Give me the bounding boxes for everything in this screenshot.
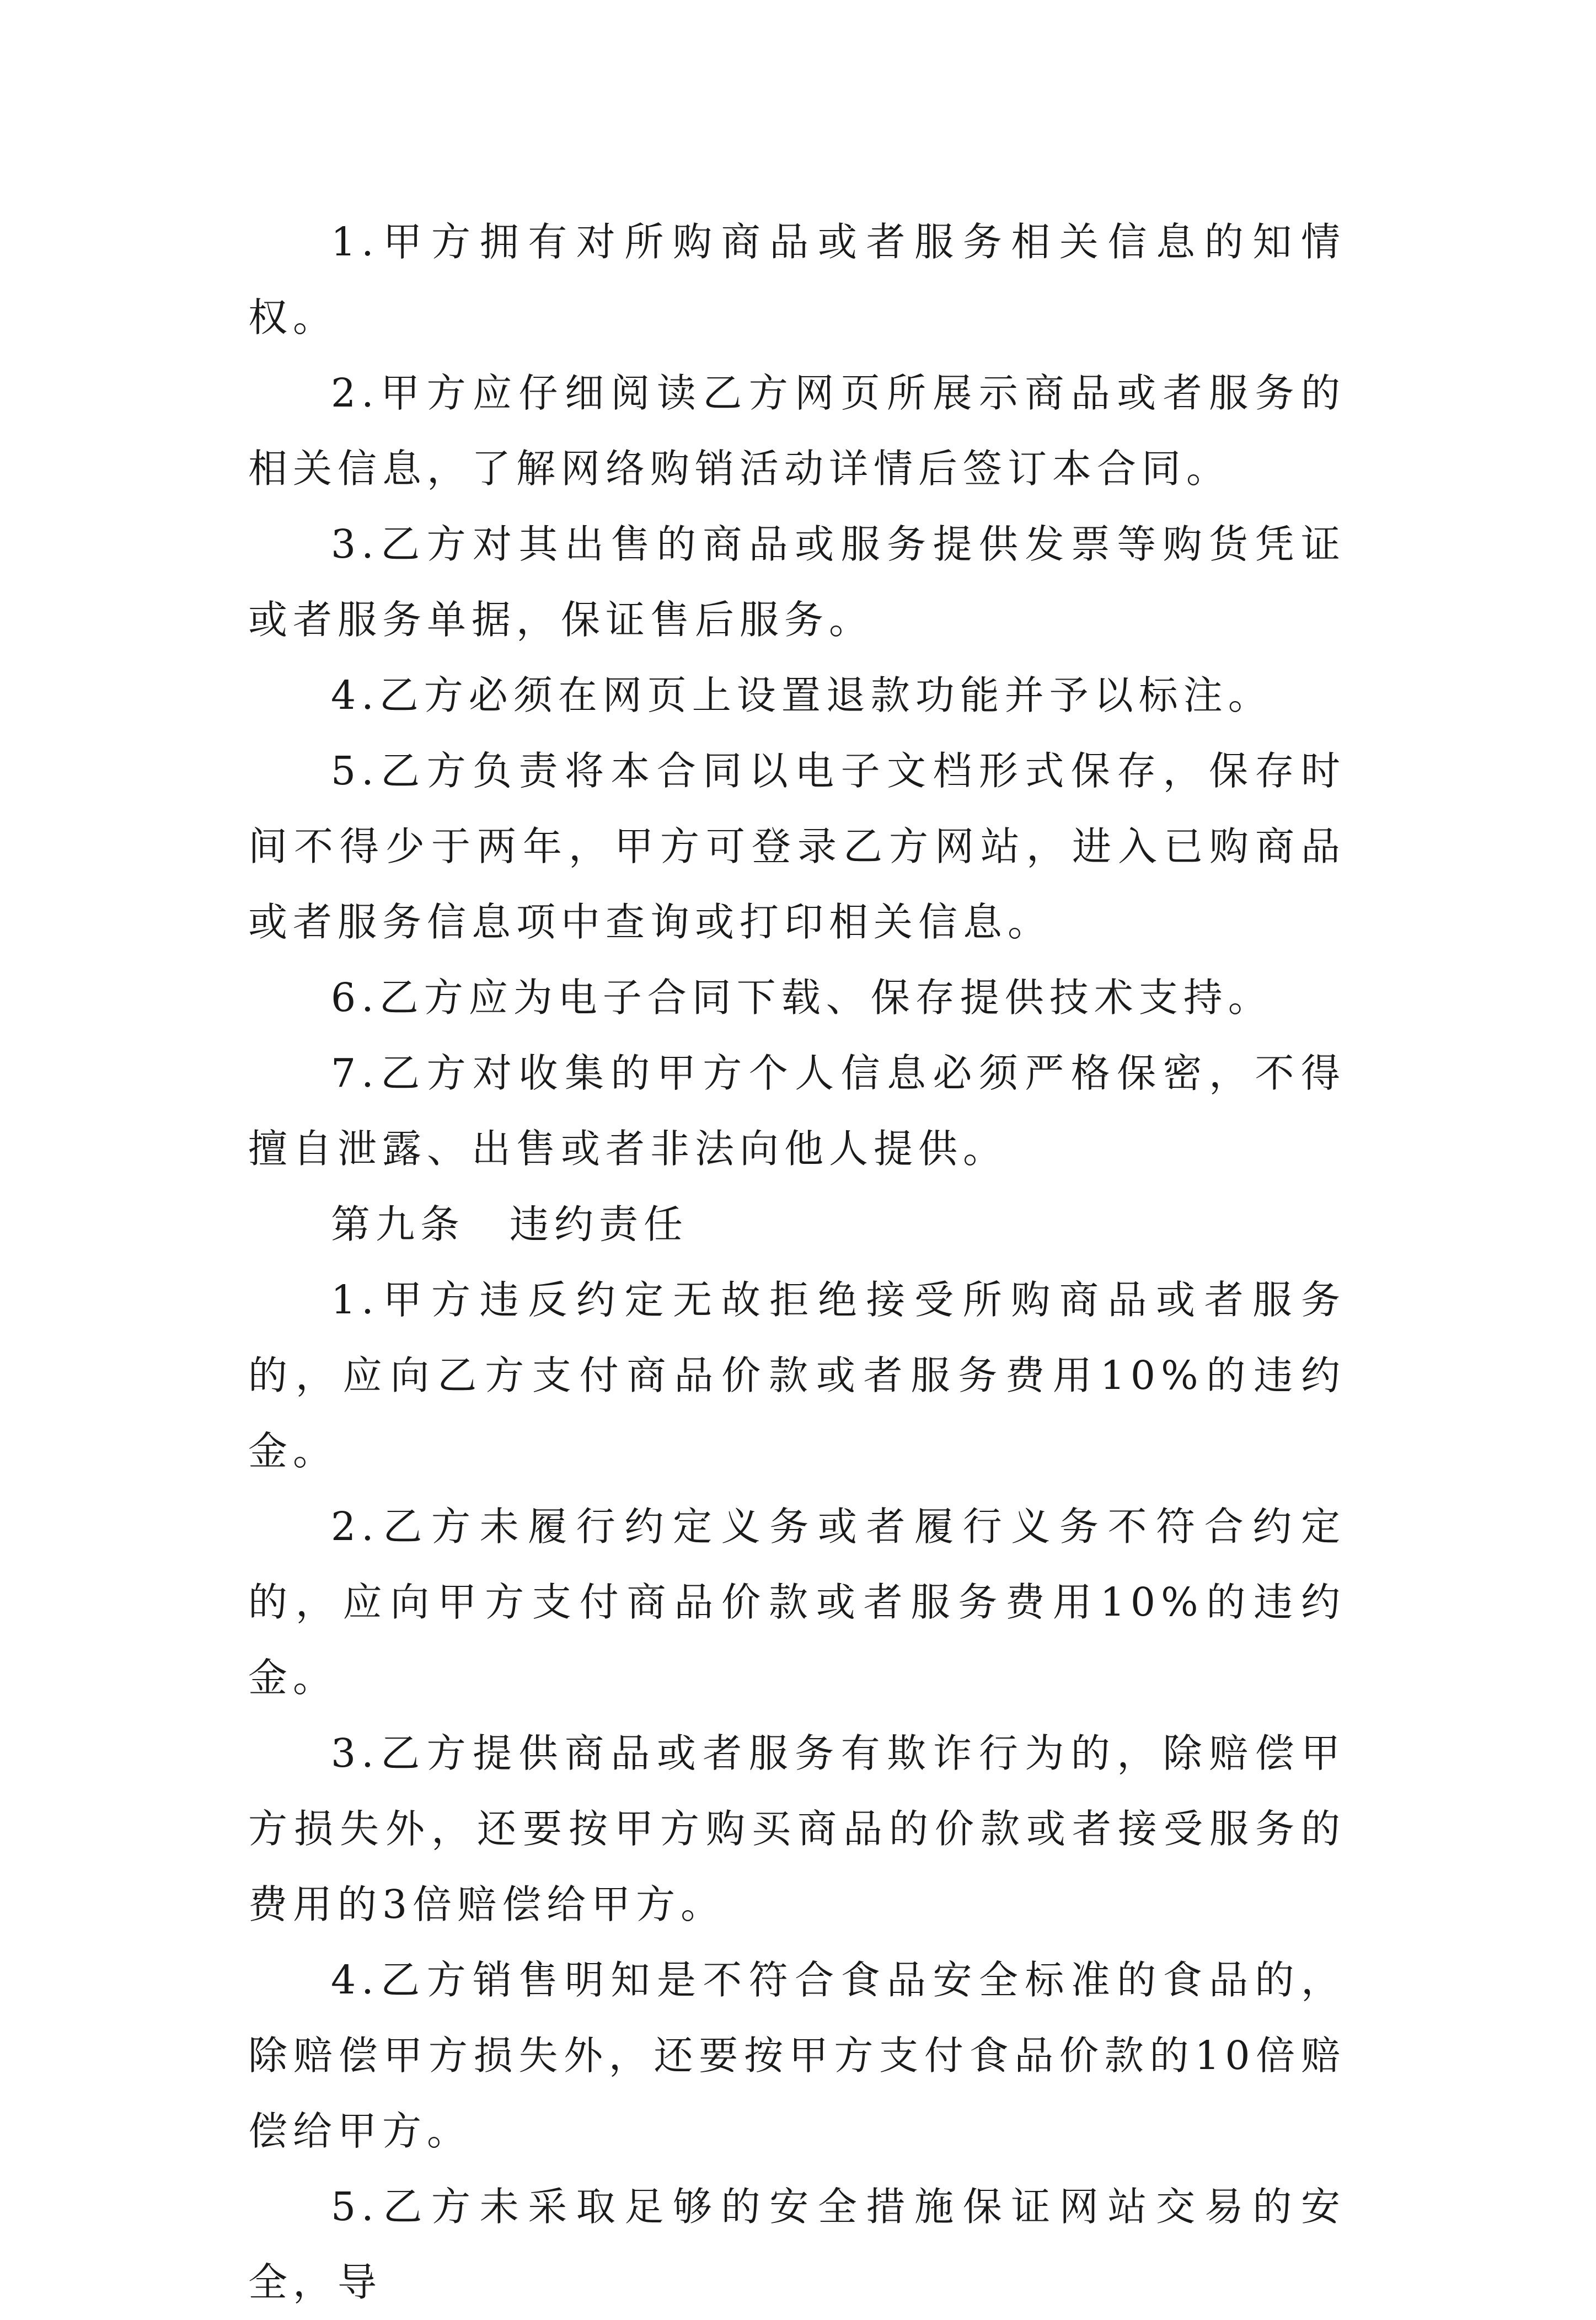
clause-2-read-info: 2.甲方应仔细阅读乙方网页所展示商品或者服务的相关信息，了解网络购销活动详情后签订本合同。 xyxy=(248,370,1346,491)
document-body xyxy=(248,204,1346,2320)
clause-7-privacy: 7.乙方对收集的甲方个人信息必须严格保密，不得擅自泄露、出售或者非法向他人提供。 xyxy=(248,1050,1346,1172)
liability-5: 5.乙方未采取足够的安全措施保证网站交易的安全，导 xyxy=(248,2184,1346,2305)
clause-4-refund: 4.乙方必须在网页上设置退款功能并予以标注。 xyxy=(331,672,1273,718)
liability-2: 2.乙方未履行约定义务或者履行义务不符合约定的，应向甲方支付商品价款或者服务费用10%的违约金。 xyxy=(248,1504,1346,1701)
liability-4: 4.乙方销售明知是不符合食品安全标准的食品的，除赔偿甲方损失外，还要按甲方支付食品价款的10倍赔偿给甲方。 xyxy=(248,1957,1346,2154)
liability-1: 1.甲方违反约定无故拒绝接受所购商品或者服务的，应向乙方支付商品价款或者服务费用10%的违约金。 xyxy=(248,1277,1346,1474)
clause-3-invoice: 3.乙方对其出售的商品或服务提供发票等购货凭证或者服务单据，保证售后服务。 xyxy=(248,521,1346,643)
article-9-heading: 第九条 违约责任 xyxy=(331,1201,689,1247)
clause-5-storage: 5.乙方负责将本合同以电子文档形式保存，保存时间不得少于两年，甲方可登录乙方网站，进入已购商品或者服务信息项中查询或打印相关信息。 xyxy=(248,748,1346,945)
clause-6-download: 6.乙方应为电子合同下载、保存提供技术支持。 xyxy=(331,975,1273,1020)
liability-3: 3.乙方提供商品或者服务有欺诈行为的，除赔偿甲方损失外，还要按甲方购买商品的价款或者接受服务的费用的3倍赔偿给甲方。 xyxy=(248,1730,1346,1927)
clause-1-info-right: 1.甲方拥有对所购商品或者服务相关信息的知情权。 xyxy=(248,219,1346,340)
